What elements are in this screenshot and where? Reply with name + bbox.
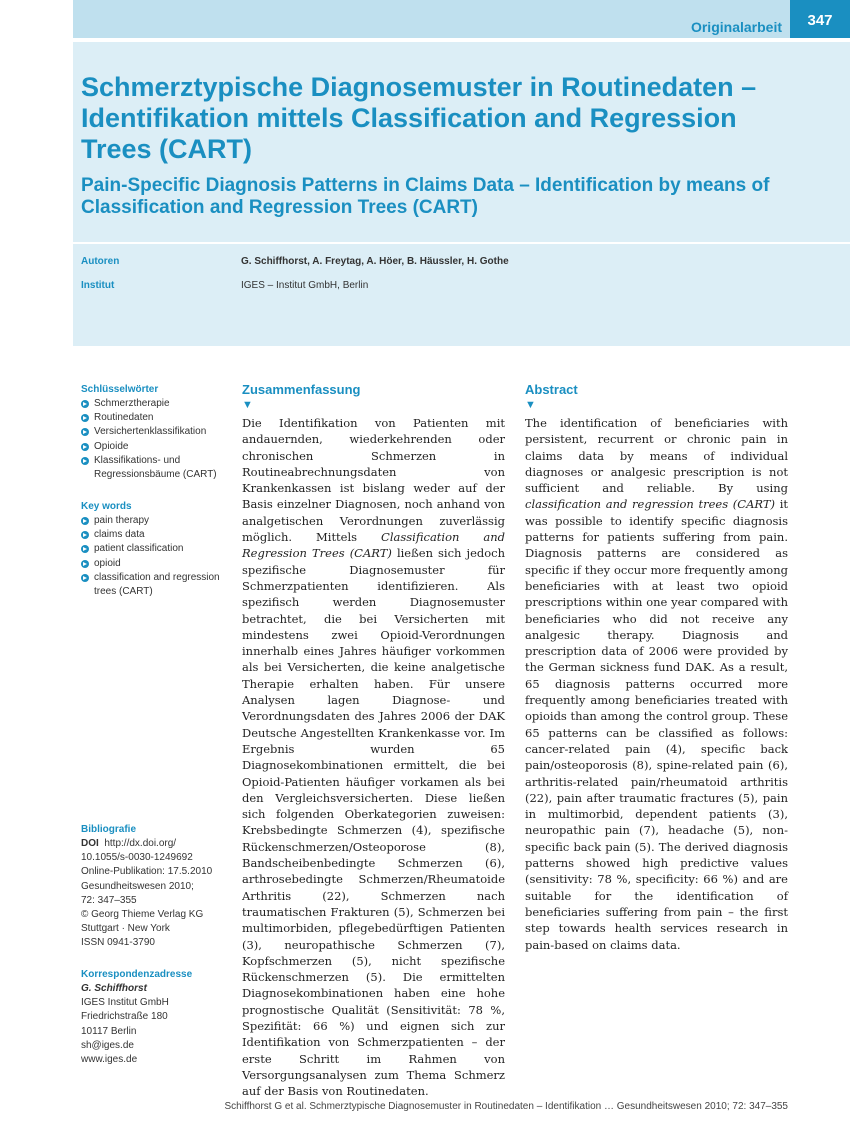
- keyword-item: patient classification: [81, 542, 221, 556]
- title-english: Pain-Specific Diagnosis Patterns in Claims Data – Identification by means of Classification and Regression Trees (CART): [81, 175, 770, 218]
- author-block: [73, 244, 850, 346]
- abstract-heading: Abstract: [525, 382, 578, 397]
- address-line: IGES Institut GmbH: [81, 997, 169, 1009]
- keyword-item: pain therapy: [81, 514, 221, 528]
- bullet-icon: [81, 545, 89, 553]
- keywords-de: [81, 383, 221, 482]
- address-line: Friedrichstraße 180: [81, 1011, 168, 1023]
- keyword-item: Schmerztherapie: [81, 397, 221, 411]
- keyword-item: opioid: [81, 557, 221, 571]
- bullet-icon: [81, 517, 89, 525]
- keyword-item: Opioide: [81, 440, 221, 454]
- triangle-down-icon: ▼: [525, 399, 536, 411]
- page-number: 347: [790, 0, 850, 40]
- correspondence-heading: Korrespondenzadresse: [81, 969, 193, 980]
- footer-citation: Schiffhorst G et al. Schmerztypische Diagnosemuster in Routinedaten – Identifikation … Gesundheitswesen 2010; 72: 347–355: [224, 1101, 788, 1112]
- bibliography-line: 10.1055/s-0030-1249692: [81, 852, 193, 864]
- abstract-text: The identification of beneficiaries with persistent, recurrent or chronic pain in claims data by means of individual diagnoses or analgesic prescription is not sufficient and reliable. By using classification and regression trees (CART) it was possible to identify specific diagnosis patterns for patients suffering from pain. Diagnosis patterns are considered as specific if they occur more frequently among beneficiaries with at least two opioid prescriptions within one year compared with beneficiaries who did not receive any analgesic therapy. Diagnosis and prescription data of 2006 were provided by the German sickness fund DAK. As a result, 65 diagnosis patterns occurred more frequently among beneficiaries treated with opioids than among the control group. These 65 patterns can be classified as follows: cancer-related pain (4), specific back pain/osteoporosis (8), spine-related pain (6), arthritis-related pain/rheumatoid arthritis (22), pain after traumatic fractures (5), pain in multimorbid, dependent patients (3), neuropathic pain (7), headache (5), non-specific back pain (5). The derived diagnosis patterns showed high predictive values (sensitivity: 78 %, specificity: 66 %) and are suitable for the identification of beneficiaries suffering from pain – the first step towards health services research in pain-based on claims data.: [525, 416, 788, 952]
- bibliography-line: © Georg Thieme Verlag KG: [81, 909, 204, 921]
- keywords-en: [81, 500, 221, 599]
- title-german: Schmerztypische Diagnosemuster in Routinedaten – Identifikation mittels Classification and Regression Trees (CART): [81, 72, 757, 164]
- correspondence-name: G. Schiffhorst: [81, 983, 147, 994]
- keyword-item: classification and regression trees (CART): [81, 571, 221, 599]
- triangle-down-icon: ▼: [242, 399, 253, 411]
- email-link[interactable]: sh@iges.de: [81, 1039, 134, 1051]
- bullet-icon: [81, 457, 89, 465]
- bullet-icon: [81, 574, 89, 582]
- bibliography-line: ISSN 0941-3790: [81, 937, 155, 949]
- authors: G. Schiffhorst, A. Freytag, A. Höer, B. Häussler, H. Gothe: [241, 256, 509, 267]
- doi-line: DOI http://dx.doi.org/: [81, 838, 177, 849]
- correspondence: [81, 968, 221, 1067]
- keyword-item: Klassifikations- und Regressionsbäume (CART): [81, 454, 221, 482]
- bullet-icon: [81, 443, 89, 451]
- zusammenfassung-heading: Zusammenfassung: [242, 382, 361, 397]
- section-label: Originalarbeit: [690, 19, 782, 35]
- bullet-icon: [81, 428, 89, 436]
- bibliography-line: 72: 347–355: [81, 894, 137, 906]
- title-block: [73, 42, 850, 242]
- bullet-icon: [81, 560, 89, 568]
- address-line: 10117 Berlin: [81, 1025, 137, 1037]
- keywords-en-heading: Key words: [81, 501, 132, 512]
- bullet-icon: [81, 531, 89, 539]
- header-band: [73, 0, 850, 40]
- bibliography-line: Online-Publikation: 17.5.2010: [81, 866, 213, 878]
- keyword-item: claims data: [81, 528, 221, 542]
- keyword-item: Versichertenklassifikation: [81, 425, 221, 439]
- header-divider: [73, 38, 850, 40]
- institute-label: Institut: [81, 280, 115, 291]
- zusammenfassung-text: Die Identifikation von Patienten mit andauernden, wiederkehrenden oder chronischen Schmerzen in Routineabrechnungsdaten von Krankenkassen ist bislang weder auf der Basis einzelner Diagnosen, noch anhand von analgetischen Verordnungen zuverlässig möglich. Mittels Classification and Regression Trees (CART) ließen sich jedoch spezifische Diagnosemuster für Schmerzpatienten identifizieren. Als spezifisch werden Diagnosemuster betrachtet, die bei Versicherten mit mindestens zwei Opioid-Verordnungen innerhalb eines Jahres häufiger vorkommen als bei Versicherten, die keine analgetische Therapie erhalten haben. Für unsere Analysen lagen Diagnose- und Verordnungsdaten des Jahres 2006 der DAK Deutsche Angestellten Krankenkasse vor. Im Ergebnis wurden 65 Diagnosekombinationen ermittelt, die bei Opioid-Patienten häufiger vorkamen als bei den Vergleichsversicherten. Diese ließen sich folgenden Oberkategorien zuweisen: Krebsbedingte Schmerzen (4), spezifische Rückenschmerzen/Osteoporose (8), Bandscheibenbedingte Schmerzen (6), arthrosebedingte Schmerzen/Rheumatoide Arthritis (22), Schmerzen nach traumatischen Frakturen (5), Schmerzen bei multimorbiden, pflegebedürftigen Patienten (3), neuropathische Schmerzen (7), Kopfschmerzen (5), nicht spezifische Rückenschmerzen (5). Die ermittelten Diagnosekombinationen haben eine hohe prognostische Qualität (Sensitivität: 78 %, Spezifität: 66 %) und eignen sich zur Identifikation von Schmerzpatienten – der erste Schritt im Rahmen von Versorgungsanalysen zum Thema Schmerz auf der Basis von Routinedaten.: [242, 416, 506, 1099]
- keywords-de-heading: Schlüsselwörter: [81, 384, 159, 395]
- bullet-icon: [81, 414, 89, 422]
- bibliography-heading: Bibliografie: [81, 824, 137, 835]
- keyword-item: Routinedaten: [81, 411, 221, 425]
- bibliography-line: Stuttgart · New York: [81, 923, 170, 935]
- authors-label: Autoren: [81, 256, 120, 267]
- bullet-icon: [81, 400, 89, 408]
- bibliography: [81, 823, 221, 951]
- institute: IGES – Institut GmbH, Berlin: [241, 280, 369, 291]
- website-link[interactable]: www.iges.de: [81, 1054, 138, 1066]
- bibliography-line: Gesundheitswesen 2010;: [81, 880, 194, 892]
